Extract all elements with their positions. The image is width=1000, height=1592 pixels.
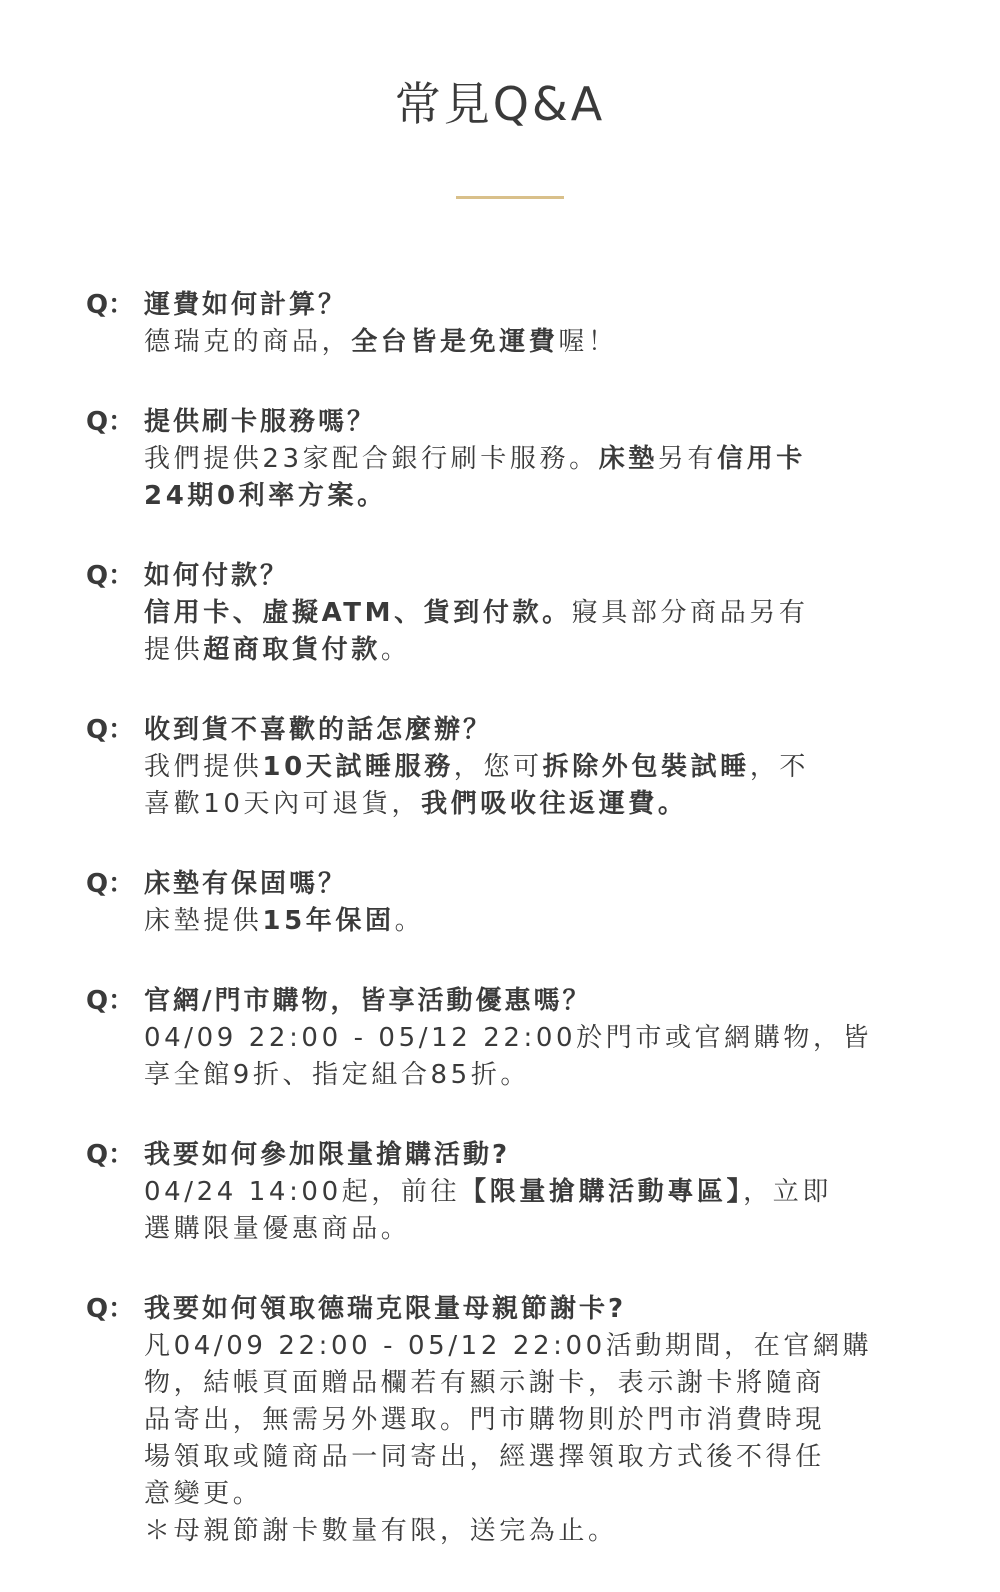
answer-highlight: 15年保固 [262,906,395,936]
answer-text: 床墊提供 [144,906,263,936]
answer-highlight: 超商取貨付款 [203,635,381,665]
faq-item [86,1290,906,1550]
faq-item [86,1136,906,1248]
answer-text: 。 [394,906,425,936]
answer-text: 我們提供23家配合銀行刷卡服務。 [144,444,599,474]
answer-line [144,441,906,478]
question-prefix: Q： [86,1140,135,1170]
question-prefix: Q： [86,869,135,899]
question-prefix: Q： [86,986,135,1016]
answer-highlight: 我們吸收往返運費。 [421,789,688,819]
faq-answer [144,1020,906,1094]
answer-line [144,1174,906,1211]
question-prefix: Q： [86,290,135,320]
faq-question-row [86,286,906,324]
faq-question-row [86,1290,906,1328]
answer-highlight: 床墊 [598,444,658,474]
faq-item [86,557,906,669]
faq-item [86,982,906,1094]
faq-answer [144,441,906,515]
answer-line [144,1057,906,1094]
answer-highlight: 【限量搶購活動專區】 [460,1177,744,1207]
answer-line [144,786,906,823]
answer-text: 選購限量優惠商品。 [144,1214,411,1244]
page-title: 常見Q&A [394,77,606,131]
faq-question-row [86,1136,906,1174]
answer-text: 。 [380,635,411,665]
question-text: 如何付款？ [144,561,290,591]
answer-text: 喔！ [558,327,618,357]
question-text: 床墊有保固嗎？ [144,869,348,899]
answer-line [144,1020,906,1057]
faq-answer [144,324,906,361]
answer-line [144,749,906,786]
answer-line [144,903,906,940]
answer-text: ，不 [749,752,810,782]
question-text: 提供刷卡服務嗎？ [144,407,377,437]
answer-text: 喜歡10天內可退貨， [144,789,422,819]
question-prefix: Q： [86,1294,135,1324]
answer-line [144,1476,906,1513]
answer-line [144,1439,906,1476]
question-text: 我要如何參加限量搶購活動? [144,1140,511,1170]
answer-line [144,478,906,515]
answer-line [144,632,906,669]
answer-text: ，您可 [453,752,543,782]
faq-answer [144,903,906,940]
answer-line [144,324,906,361]
answer-line [144,1328,906,1365]
faq-question-row [86,557,906,595]
question-prefix: Q： [86,561,135,591]
answer-highlight: 24期0利率方案。 [144,481,387,511]
faq-item [86,286,906,361]
answer-text: 德瑞克的商品， [144,327,352,357]
faq-question-row [86,865,906,903]
answer-text: 04/24 14:00起，前往 [144,1177,461,1207]
faq-answer [144,1328,906,1550]
answer-text: 凡04/09 22:00 - 05/12 22:00活動期間，在官網購 [144,1331,873,1361]
answer-line [144,1402,906,1439]
answer-highlight: 信用卡 [717,444,806,474]
answer-line [144,1513,906,1550]
answer-text: 意變更。 [144,1479,263,1509]
answer-line [144,595,906,632]
faq-answer [144,595,906,669]
answer-highlight: 全台皆是免運費 [351,327,559,357]
faq-question-row [86,982,906,1020]
question-prefix: Q： [86,715,135,745]
answer-text: 提供 [144,635,204,665]
answer-highlight: 信用卡、虛擬ATM、貨到付款。 [144,598,572,628]
question-text: 收到貨不喜歡的話怎麼辦？ [144,715,493,745]
answer-text: 享全館9折、指定組合85折。 [144,1060,531,1090]
answer-line [144,1365,906,1402]
answer-text: 場領取或隨商品一同寄出，經選擇領取方式後不得任 [144,1442,825,1472]
question-text: 運費如何計算？ [144,290,348,320]
answer-text: 寢具部分商品另有 [571,598,809,628]
faq-item [86,403,906,515]
faq-question-row [86,711,906,749]
question-text: 官網/門市購物，皆享活動優惠嗎？ [144,986,592,1016]
answer-text: 我們提供 [144,752,263,782]
question-prefix: Q： [86,407,135,437]
title-divider [456,196,564,199]
faq-question-row [86,403,906,441]
answer-text: 04/09 22:00 - 05/12 22:00於門市或官網購物，皆 [144,1023,873,1053]
answer-text: ，立即 [743,1177,832,1207]
faq-list [86,286,906,1592]
answer-highlight: 拆除外包裝試睡 [542,752,750,782]
answer-text: 物，結帳頁面贈品欄若有顯示謝卡，表示謝卡將隨商 [144,1368,825,1398]
faq-answer [144,1174,906,1248]
answer-text: ＊母親節謝卡數量有限，送完為止。 [144,1516,618,1546]
question-text: 我要如何領取德瑞克限量母親節謝卡? [144,1294,627,1324]
answer-highlight: 10天試睡服務 [262,752,454,782]
faq-answer [144,749,906,823]
faq-item [86,865,906,940]
answer-line [144,1211,906,1248]
answer-text: 品寄出，無需另外選取。門市購物則於門市消費時現 [144,1405,825,1435]
faq-item [86,711,906,823]
answer-text: 另有 [657,444,718,474]
